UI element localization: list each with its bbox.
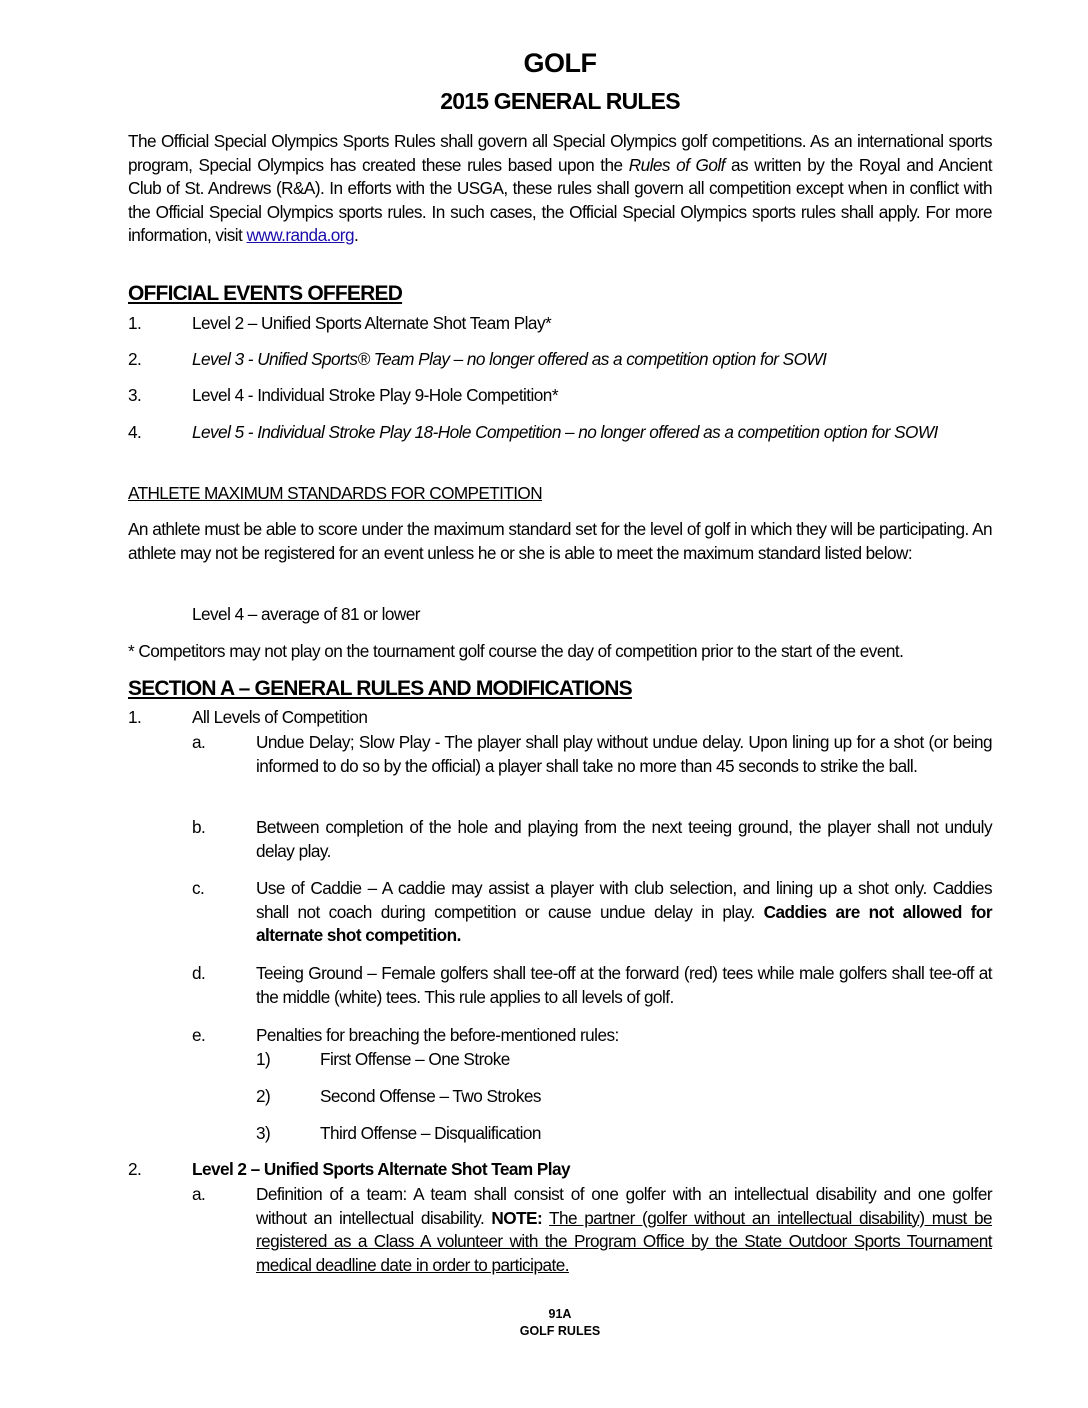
item-number: 2. (128, 1159, 142, 1179)
intro-paragraph (128, 130, 992, 248)
document-subtitle: 2015 GENERAL RULES (440, 88, 680, 114)
penalty-text: Second Offense – Two Strokes (320, 1086, 541, 1106)
page-number: 91A (548, 1307, 572, 1321)
rule-letter: a. (192, 732, 206, 752)
page-footer (128, 1306, 992, 1340)
penalty-number: 1) (256, 1049, 271, 1069)
rule-letter: b. (192, 817, 206, 837)
event-text: Level 2 – Unified Sports Alternate Shot Team Play* (192, 313, 552, 333)
rule-text (256, 1183, 992, 1277)
penalty-number: 3) (256, 1123, 271, 1143)
event-number: 1. (128, 313, 142, 333)
rules-of-golf-title: Rules of Golf (628, 154, 725, 175)
rule-text: Undue Delay; Slow Play - The player shall play without undue delay. Upon lining up for a shot (or being informed to do so by the official) a player shall take no more than 45 seconds to strike the ball. (256, 732, 992, 776)
rule-text: Penalties for breaching the before-mentioned rules: (256, 1025, 619, 1045)
penalty-text: Third Offense – Disqualification (320, 1123, 541, 1143)
intro-text-continued: as written by the Royal and Ancient Club of St. Andrews (R&A). In efforts with the USGA, these rules shall govern all competition except when in conflict with the Official Special Olympics sports rules. In such cases, the Official Special Olympics sports rules shall apply. For more information, visit (128, 154, 992, 245)
event-text: Level 4 - Individual Stroke Play 9-Hole Competition* (192, 385, 558, 405)
event-number: 2. (128, 349, 142, 369)
standards-paragraph: An athlete must be able to score under the maximum standard set for the level of golf in which they will be participating. An athlete may not be registered for an event unless he or she is able to meet the maximum standard listed below: (128, 519, 992, 563)
caddie-rule-bold: Caddies are not allowed for alternate shot competition. (256, 901, 992, 945)
event-text: Level 5 - Individual Stroke Play 18-Hole Competition – no longer offered as a competition option for SOWI (192, 422, 938, 442)
footer-label: GOLF RULES (519, 1324, 601, 1338)
item-label: Level 2 – Unified Sports Alternate Shot Team Play (192, 1159, 571, 1179)
rule-letter: d. (192, 963, 206, 983)
intro-end: . (354, 225, 359, 245)
item-number: 1. (128, 707, 142, 727)
standards-note: * Competitors may not play on the tournament golf course the day of competition prior to the start of the event. (128, 641, 904, 661)
randa-link[interactable]: www.randa.org (246, 225, 354, 245)
rule-text: Between completion of the hole and playing from the next teeing ground, the player shall not unduly delay play. (256, 817, 992, 861)
note-label: NOTE: (491, 1207, 543, 1228)
penalty-number: 2) (256, 1086, 271, 1106)
document-title: GOLF (523, 48, 597, 78)
note-text: The partner (golfer without an intellectual disability) must be registered as a Class A volunteer with the Program Office by the State Outdoor Sports Tournament medical deadline date in order to participate. (256, 1207, 992, 1275)
caddie-rule-text: Use of Caddie – A caddie may assist a player with club selection, and lining up a shot only. Caddies shall not coach during competition or cause undue delay in play. (256, 878, 992, 922)
event-text: Level 3 - Unified Sports® Team Play – no longer offered as a competition option for SOWI (192, 349, 827, 369)
rule-letter: e. (192, 1025, 206, 1045)
rule-letter: c. (192, 878, 205, 898)
rule-text (256, 877, 992, 948)
section-a-heading: SECTION A – GENERAL RULES AND MODIFICATIONS (128, 677, 632, 700)
intro-text: The Official Special Olympics Sports Rules shall govern all Special Olympics golf competitions. As an international sports program, Special Olympics has created these rules based upon the (128, 131, 992, 175)
standards-heading: ATHLETE MAXIMUM STANDARDS FOR COMPETITION (128, 483, 543, 503)
item-label: All Levels of Competition (192, 707, 368, 727)
events-heading: OFFICIAL EVENTS OFFERED (128, 282, 403, 305)
rule-text: Teeing Ground – Female golfers shall tee-off at the forward (red) tees while male golfers shall tee-off at the middle (white) tees. This rule applies to all levels of golf. (256, 963, 992, 1007)
standards-level: Level 4 – average of 81 or lower (192, 604, 420, 624)
event-number: 4. (128, 422, 142, 442)
event-number: 3. (128, 385, 142, 405)
rule-letter: a. (192, 1184, 206, 1204)
penalty-text: First Offense – One Stroke (320, 1049, 510, 1069)
team-definition: Definition of a team: A team shall consist of one golfer with an intellectual disability and one golfer without an intellectual disability. (256, 1184, 992, 1228)
